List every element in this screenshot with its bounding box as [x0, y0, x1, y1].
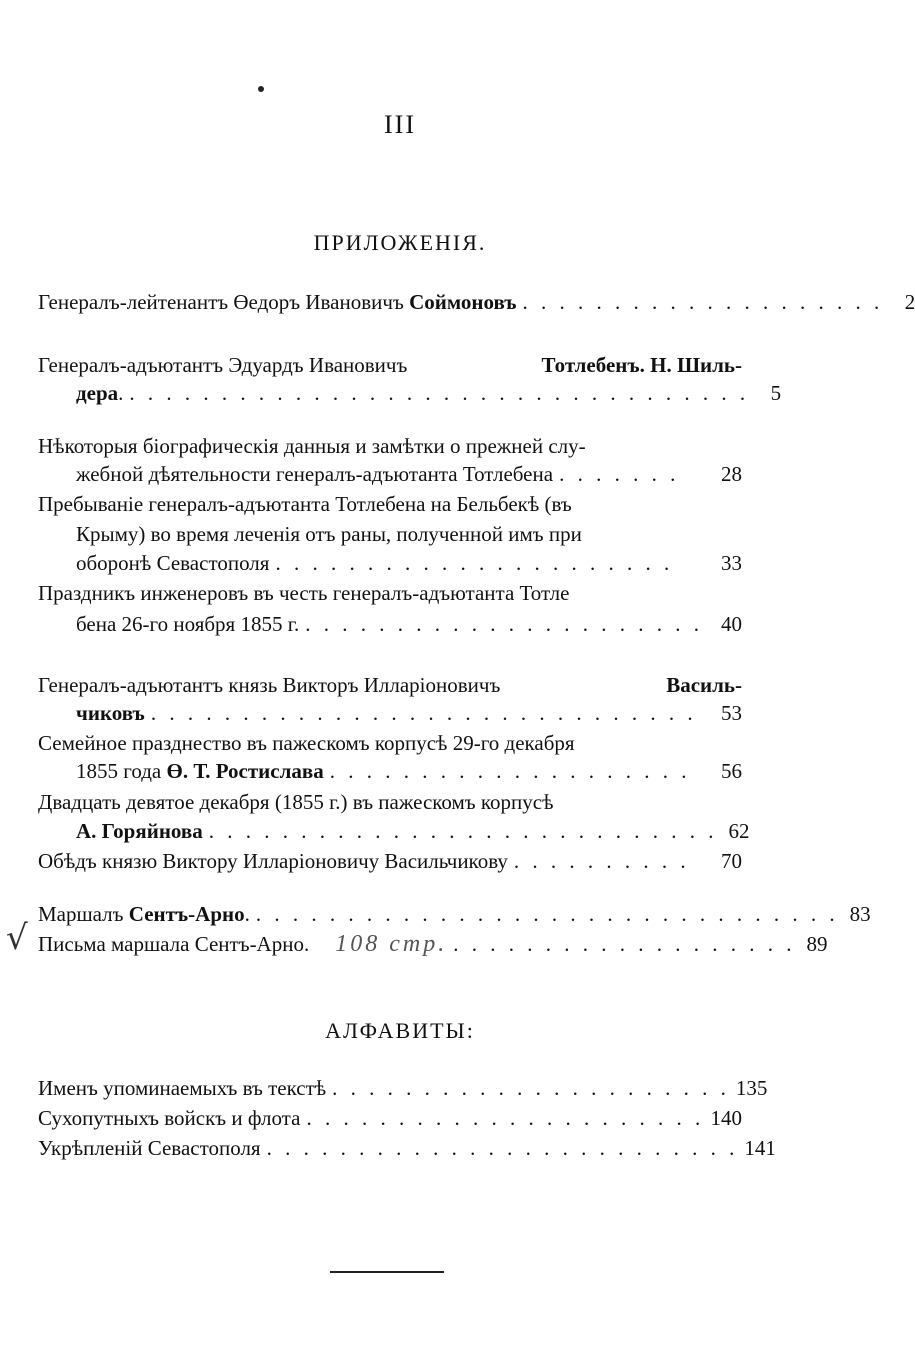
toc-entry-continuation	[76, 816, 750, 846]
entry-text: Крыму) во время леченiя отъ раны, полученной имъ при	[76, 522, 582, 546]
toc-entry-continuation	[76, 459, 742, 489]
entry-author: Тотлебенъ. Н. Шиль-	[541, 353, 742, 377]
leader-dots: . . . . . . . . . . . . . . . . . . . . . . . . . . . . . . . .	[255, 902, 839, 926]
entry-page: 2	[904, 290, 915, 314]
entry-author: Ө. Т. Ростислава	[166, 759, 324, 783]
leader-dots: . . . . . . . . . . . . . . . . . . . .	[329, 759, 691, 783]
index-page: 140	[710, 1106, 742, 1130]
entry-text: жебной дѣятельности генералъ-адъютанта Тотлебена	[76, 462, 554, 486]
entry-text: Генералъ-адъютантъ князь Викторъ Илларiоновичъ	[38, 673, 506, 697]
toc-entry	[38, 489, 742, 519]
entry-text: Генералъ-адъютантъ Эдуардъ Ивановичъ	[38, 353, 413, 377]
index-page: 141	[744, 1136, 776, 1160]
entry-text: 1855 года	[76, 759, 167, 783]
toc-entry	[38, 929, 828, 959]
alphabets-title: АЛФАВИТЫ:	[325, 1018, 475, 1043]
entry-text-tail: .	[244, 902, 250, 926]
toc-entry-continuation	[76, 756, 742, 786]
index-label: Именъ упоминаемыхъ въ текстѣ	[38, 1076, 327, 1100]
entry-text: Двадцать девятое декабря (1855 г.) въ пажескомъ корпусѣ	[38, 790, 554, 814]
entry-text: Праздникъ инженеровъ въ честь генералъ-адъютанта Тотле	[38, 581, 570, 605]
entry-author: Соймоновъ	[409, 290, 517, 314]
toc-entry-continuation	[76, 609, 742, 639]
leader-dots: . . . . . . . . . . . . . . . . . . . . . .	[305, 612, 703, 636]
index-entry	[38, 1103, 742, 1133]
index-label: Сухопутныхъ войскъ и флота	[38, 1106, 301, 1130]
appendices-title: ПРИЛОЖЕНIЯ.	[313, 230, 487, 255]
leader-dots: . . . . . . . . . . . . . . . . . . . . . .	[332, 1076, 730, 1100]
index-label: Укрѣпленiй Севастополя	[38, 1136, 261, 1160]
leader-dots: . . . . . . . . . . . . . . . . . . . . . . . . . . . . . .	[150, 701, 697, 725]
entry-text: Письма маршала Сентъ-Арно.	[38, 932, 310, 956]
entry-page: 62	[728, 819, 750, 843]
entry-page: 56	[721, 759, 742, 783]
toc-entry-continuation	[76, 548, 742, 578]
toc-entry	[38, 787, 742, 817]
entry-page: 53	[721, 701, 742, 725]
leader-dots: . . . . . . . . . . . . . . . . . . . .	[522, 290, 884, 314]
index-page: 135	[735, 1076, 768, 1100]
end-rule	[330, 1271, 444, 1273]
entry-text: оборонѣ Севастополя	[76, 551, 270, 575]
entry-page: 89	[806, 932, 828, 956]
toc-entry	[38, 670, 742, 700]
leader-dots: . . . . . . .	[559, 462, 680, 486]
entry-page: 70	[721, 849, 742, 873]
leader-dots: . . . . . . . . . . . . . . . . . . .	[453, 932, 796, 956]
ink-speck	[258, 86, 264, 92]
entry-author: А. Горяйнова	[76, 819, 203, 843]
entry-page: 83	[849, 902, 871, 926]
leader-dots: . . . . . . . . . . . . . . . . . . . . . .	[306, 1106, 705, 1130]
entry-text: Семейное празднество въ пажескомъ корпусѣ 29-го декабря	[38, 731, 575, 755]
leader-dots: . . . . . . . . . . . . . . . . . . . . . .	[275, 551, 674, 575]
leader-dots: . . . . . . . . . . . . . . . . . . . . . . . . . . . .	[208, 819, 718, 843]
entry-author: чиковъ	[76, 701, 145, 725]
toc-entry-continuation	[76, 698, 742, 728]
toc-entry	[38, 728, 742, 758]
leader-dots: . . . . . . . . . . . . . . . . . . . . . . . . . . . . . . . . . .	[129, 381, 750, 405]
toc-entry	[38, 578, 742, 608]
margin-checkmark: √	[6, 918, 28, 958]
entry-text: Пребыванiе генералъ-адъютанта Тотлебена на Бельбекѣ (въ	[38, 492, 572, 516]
toc-entry-continuation	[76, 378, 782, 408]
entry-page: 28	[721, 462, 742, 486]
toc-entry	[38, 846, 742, 876]
entry-page: 40	[721, 612, 742, 636]
leader-dots: . . . . . . . . . . . . . . . . . . . . . . . . . .	[266, 1136, 739, 1160]
leader-dots: . . . . . . . . . .	[513, 849, 690, 873]
entry-page: 5	[770, 381, 782, 405]
entry-author: Сентъ-Арно	[128, 902, 245, 926]
entry-text: Обѣдъ князю Виктору Илларiоновичу Васильчикову	[38, 849, 508, 873]
entry-text: Маршалъ	[38, 902, 129, 926]
entry-text: .	[118, 381, 124, 405]
toc-entry	[38, 287, 915, 317]
entry-text: Генералъ-лейтенантъ Өедоръ Ивановичъ	[38, 290, 410, 314]
entry-page: 33	[721, 551, 742, 575]
entry-text: бена 26-го ноября 1855 г.	[76, 612, 300, 636]
handwritten-note: 108 стр.	[335, 931, 448, 957]
toc-entry	[38, 899, 871, 929]
entry-author: Василь-	[666, 673, 742, 697]
entry-text: Нѣкоторыя бiографическiя данныя и замѣтки о прежней слу-	[38, 434, 586, 458]
index-entry	[38, 1133, 776, 1163]
page-number: III	[384, 110, 416, 139]
toc-entry-continuation	[76, 519, 742, 549]
toc-entry	[38, 350, 742, 380]
index-entry	[38, 1073, 768, 1103]
entry-author: дера	[76, 381, 119, 405]
toc-entry	[38, 431, 742, 461]
